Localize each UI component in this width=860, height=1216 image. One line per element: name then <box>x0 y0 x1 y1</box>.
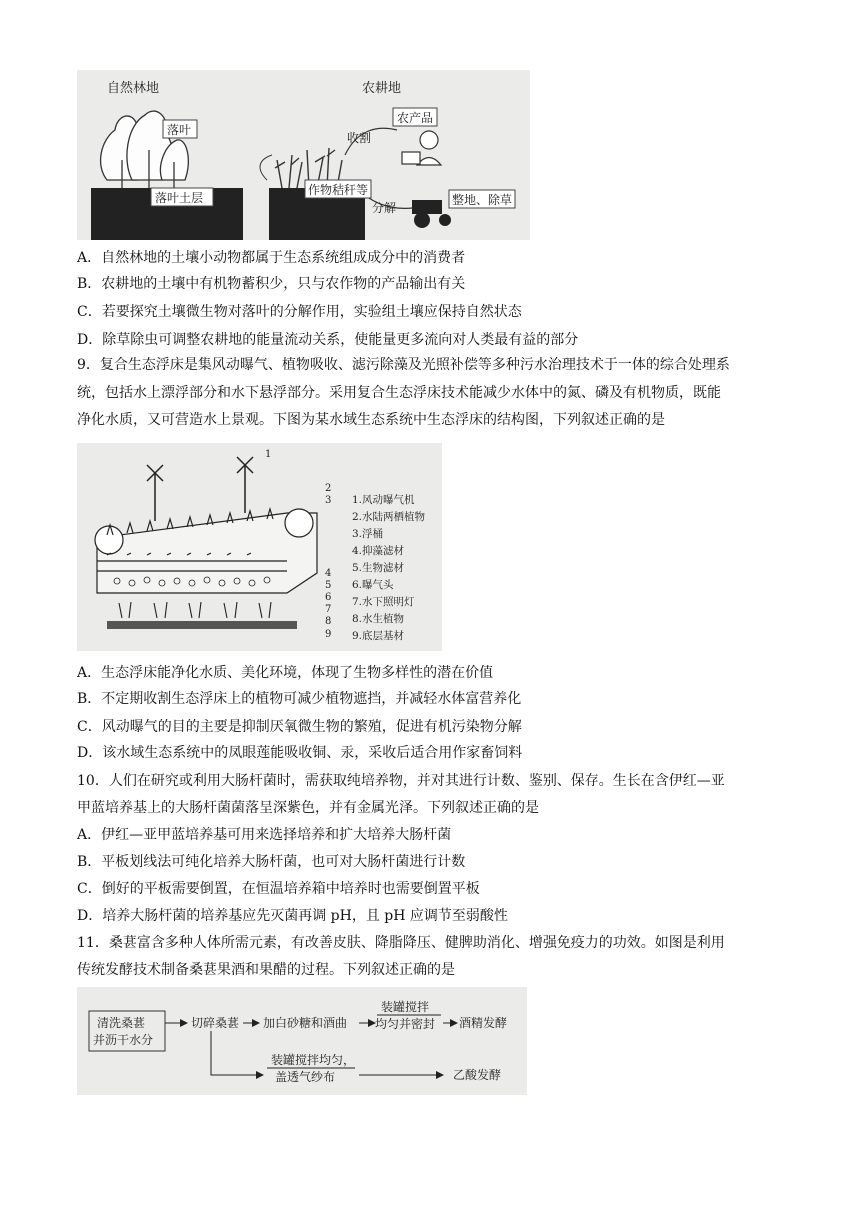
marker-3: 3 <box>325 495 332 506</box>
jar1-line1: 装罐搅拌 <box>381 1000 430 1014</box>
marker-2: 2 <box>325 483 332 494</box>
marker-4: 4 <box>325 568 332 579</box>
forest-title: 自然林地 <box>107 81 160 96</box>
legend-list <box>352 493 426 642</box>
jar1-line2: 均匀并密封 <box>375 1017 436 1031</box>
marker-8: 8 <box>325 616 332 627</box>
legend-item: 2.水陆两栖植物 <box>352 511 426 523</box>
marker-7: 7 <box>325 604 332 615</box>
floating-bed-figure <box>77 443 442 651</box>
marker-5: 5 <box>325 580 332 591</box>
q10-option-d: D．培养大肠杆菌的培养基应先灭菌再调 pH，且 pH 应调节至弱酸性 <box>77 908 508 924</box>
legend-item: 3.浮桶 <box>352 528 384 540</box>
aquatic-plants-icon <box>119 602 271 618</box>
floating-bed-diagram <box>95 509 317 593</box>
acetic-fermentation: 乙酸发酵 <box>453 1068 502 1082</box>
tractor-icon <box>412 200 451 228</box>
forest-farmland-figure <box>77 70 530 240</box>
branch-arrow <box>211 1031 263 1075</box>
legend-item: 5.生物滤材 <box>352 562 405 574</box>
q10-stem-line-2: 甲蓝培养基上的大肠杆菌菌落呈深紫色，并有金属光泽。下列叙述正确的是 <box>77 800 539 816</box>
jar2-line2: 盖透气纱布 <box>275 1070 336 1084</box>
q9-option-a: A．生态浮床能净化水质、美化环境，体现了生物多样性的潜在价值 <box>77 665 494 681</box>
q9-option-d: D．该水域生态系统中的凤眼莲能吸收铜、汞，采收后适合用作家畜饲料 <box>77 745 523 761</box>
q9-option-b: B．不定期收割生态浮床上的植物可减少植物遮挡，并减轻水体富营养化 <box>77 691 522 707</box>
wash-step-line1: 清洗桑葚 <box>97 1016 146 1030</box>
harvest-label: 收割 <box>347 131 372 145</box>
q9-stem-line-3: 净化水质，又可营造水上景观。下图为某水域生态系统中生态浮床的结构图，下列叙述正确的是 <box>77 412 665 428</box>
farmer-icon <box>402 131 441 165</box>
crop-straw-label: 作物秸秆等 <box>308 183 369 197</box>
q10-stem-line-1: 10．人们在研究或利用大肠杆菌时，需获取纯培养物，并对其进行计数、鉴别、保存。生长在含伊红—亚 <box>77 773 725 789</box>
q9-stem-line-1: 9．复合生态浮床是集风动曝气、植物吸收、滤污除藻及光照补偿等多种污水治理技术于一体的综合处理系 <box>77 357 730 373</box>
farmland-title: 农耕地 <box>362 81 402 96</box>
legend-item: 6.曝气头 <box>352 579 394 591</box>
q8-option-a: A．自然林地的土壤小动物都属于生态系统组成成分中的消费者 <box>77 250 466 266</box>
legend-item: 9.底层基材 <box>352 630 405 642</box>
wash-step-line2: 并沥干水分 <box>93 1033 154 1047</box>
legend-item: 1.风动曝气机 <box>352 494 415 506</box>
chop-step: 切碎桑葚 <box>191 1016 240 1030</box>
wind-aerator-icon <box>147 457 253 521</box>
marker-1: 1 <box>265 449 272 460</box>
q8-option-b: B．农耕地的土壤中有机物蓄积少，只与农作物的产品输出有关 <box>77 276 466 292</box>
marker-9: 9 <box>325 629 332 640</box>
leaf-litter-label: 落叶土层 <box>155 191 204 205</box>
q8-option-c: C．若要探究土壤微生物对落叶的分解作用，实验组土壤应保持自然状态 <box>77 304 522 320</box>
legend-item: 4.抑藻滤材 <box>352 545 405 557</box>
bottom-substrate <box>107 621 297 629</box>
q8-option-d: D．除草除虫可调整农耕地的能量流动关系，使能量更多流向对人类最有益的部分 <box>77 332 579 348</box>
fallen-leaves-label: 落叶 <box>167 123 192 137</box>
legend-item: 8.水生植物 <box>352 613 405 625</box>
q10-option-c: C．倒好的平板需要倒置，在恒温培养箱中培养时也需要倒置平板 <box>77 881 480 897</box>
farm-products-label: 农产品 <box>397 111 434 125</box>
fermentation-flowchart <box>77 987 527 1095</box>
tillage-label: 整地、除草 <box>452 193 513 207</box>
jar2-line1: 装罐搅拌均匀， <box>271 1053 356 1067</box>
q11-stem-line-1: 11．桑葚富含多种人体所需元素，有改善皮肤、降脂降压、健脾助消化、增强免疫力的功效。如图是利用 <box>77 935 725 951</box>
q11-stem-line-2: 传统发酵技术制备桑葚果酒和果醋的过程。下列叙述正确的是 <box>77 962 455 978</box>
q10-option-b: B．平板划线法可纯化培养大肠杆菌，也可对大肠杆菌进行计数 <box>77 854 466 870</box>
q9-stem-line-2: 统，包括水上漂浮部分和水下悬浮部分。采用复合生态浮床技术能减少水体中的氮、磷及有机物质，既能 <box>77 385 721 401</box>
legend-item: 7.水下照明灯 <box>352 596 415 608</box>
marker-6: 6 <box>325 592 332 603</box>
decompose-label: 分解 <box>372 201 397 215</box>
q9-option-c: C．风动曝气的目的主要是抑制厌氧微生物的繁殖，促进有机污染物分解 <box>77 719 522 735</box>
q10-option-a: A．伊红—亚甲蓝培养基可用来选择培养和扩大培养大肠杆菌 <box>77 827 452 843</box>
cycle-arrow <box>260 155 272 180</box>
add-sugar-step: 加白砂糖和酒曲 <box>263 1016 348 1030</box>
alcohol-fermentation: 酒精发酵 <box>459 1016 508 1030</box>
